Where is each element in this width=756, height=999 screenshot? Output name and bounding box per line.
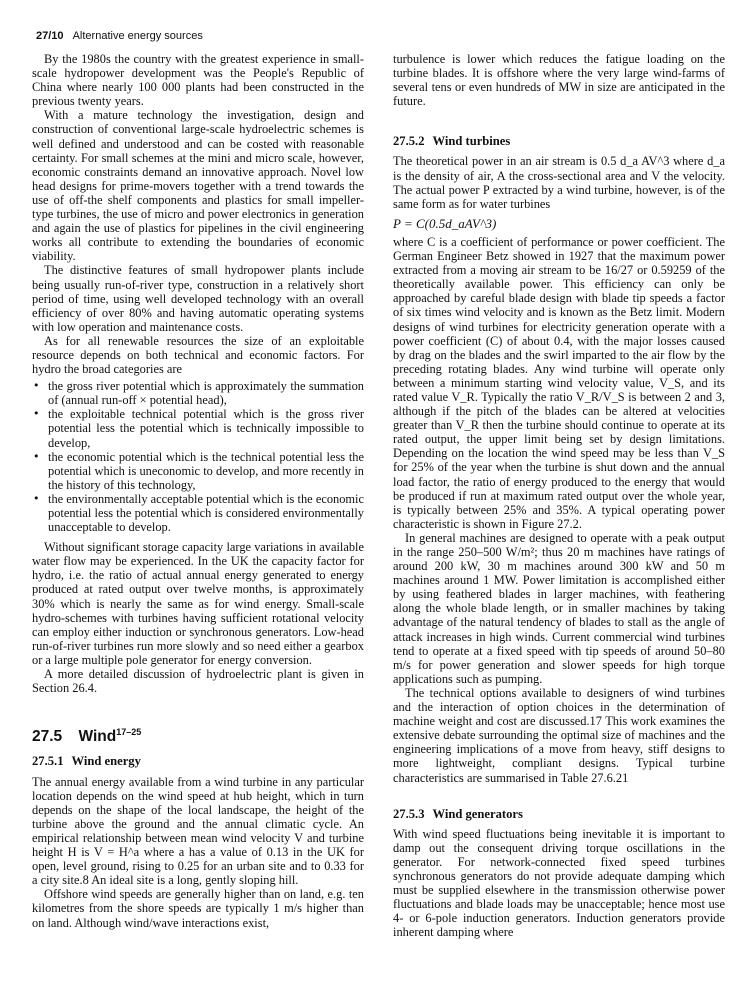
- paragraph: With wind speed fluctuations being inevitable it is important to damp out the consequent driving torque oscillations in the generator. For network-connected fixed speed turbines synchronous generators do not provide adequate damping which must be supplied elsewhere in the transmission otherwise power fluctuations and blade loads may be unacceptable; hence most use 4- or 6-pole induction generators. Induction generators provide inherent damping where: [393, 826, 725, 940]
- bullet-list: [32, 379, 364, 534]
- section-refs: 17–25: [116, 727, 142, 738]
- paragraph: Without significant storage capacity large variations in available water flow may be experienced. In the UK the capacity factor for hydro, i.e. the ratio of actual annual energy generated to energy produced at rated output over twelve months, is approximately 30% which is nearly the same as for wind energy. Small-scale hydro-schemes with turbines having sufficient rotational velocity can employ either induction or synchronous generators. Low-head run-of-river turbines run more slowly and so need either a gearbox or a large multiple pole generator for energy conversion.: [32, 540, 364, 667]
- subsection-title: Wind turbines: [432, 134, 511, 149]
- subsection-number: 27.5.1: [32, 754, 64, 769]
- subsection-heading: [393, 134, 725, 148]
- paragraph: The theoretical power in an air stream is 0.5 d_a AV^3 where d_a is the density of air, A the cross-sectional area and V the velocity. The actual power P extracted by a wind turbine, however, is of the same form as for water turbines: [393, 154, 725, 211]
- section-number: 27.5: [32, 728, 63, 746]
- paragraph: As for all renewable resources the size of an exploitable resource depends on both technical and economic factors. For hydro the broad categories are: [32, 333, 364, 377]
- subsection-heading: [32, 754, 364, 768]
- subsection-heading: [393, 807, 725, 821]
- paragraph: The technical options available to designers of wind turbines and the interaction of option choices in the determination of machine weight and cost are discussed.17 This work examines the extensive debate surrounding the optimal size of machines and the engineering implications of a move from heavy, stiff designs to more lightweight, compliant designs. Typical turbine characteristics are summarised in Table 27.6.21: [393, 685, 725, 785]
- section-title: Wind: [78, 728, 117, 746]
- paragraph: where C is a coefficient of performance or power coefficient. The German Engineer Betz showed in 1927 that the maximum power extracted from a moving air stream to be 16/27 or 0.59259 of the theoretically available power. This efficiency can only be approached by careful blade design with blade tip speeds a factor of six times wind velocity and is known as the Betz limit. Modern designs of wind turbines for electricity generation operate with a power coefficient (C) of about 0.4, with the major losses caused by drag on the blades and the swirl imparted to the air flow by the preceding rotating blades. Any wind turbine will operate only between a minimum starting wind velocity value, V_S, and its rated value V_R. Typically the ratio V_R/V_S is between 2 and 3, although if the pitch of the blades can be altered at velocities greater than V_R then the turbine should continue to operate at its rated output, the upper limit being set by design limitations. Depending on the location the wind speed may be less than V_S for 25% of the year when the turbine is shut down and the annual load factor, the ratio of energy produced to the energy that would be produced if run at maximum rated output over the whole year, is typically between 25% and 35%. A typical operating power characteristic is shown in Figure 27.2.: [393, 234, 725, 531]
- power-equation: P = C(0.5d_aAV^3): [393, 215, 497, 231]
- subsection-number: 27.5.2: [393, 134, 425, 149]
- page-number: 27/10: [36, 30, 64, 42]
- subsection-title: Wind generators: [432, 806, 523, 821]
- paragraph: In general machines are designed to operate with a peak output in the range 250–500 W/m²; thus 20 m machines have ratings of around 200 kW, 30 m machines around 300 kW and 50 m machines around 1 MW. Power limitation is accomplished either by using feathered blades in larger machines, with feathering along the whole blade length, or in smaller machines by taking advantage of the natural tendency of blades to stall as the angle of attack increases in high winds. Current commercial wind turbines tend to operate at a fixed speed with tip speeds of around 50–80 m/s for power generation and slower speeds for high torque applications such as pumping.: [393, 530, 725, 686]
- list-item: • the exploitable technical potential which is the gross river potential less the potential which is technically impossible to develop,: [32, 407, 364, 449]
- right-column: [393, 52, 725, 939]
- paragraph: By the 1980s the country with the greatest experience in small-scale hydropower development was the People's Republic of China where nearly 100 000 plants had been constructed in the previous twenty years.: [32, 52, 364, 109]
- paragraph: The distinctive features of small hydropower plants include being usually run-of-river type, construction in a relatively short period of time, using well developed technology with an overall efficiency of over 80% and having automatic operating systems with low operation and maintenance costs.: [32, 263, 364, 334]
- section-heading: [32, 725, 364, 744]
- subsection-title: Wind energy: [71, 754, 141, 769]
- paragraph: A more detailed discussion of hydroelectric plant is given in Section 26.4.: [32, 667, 364, 696]
- paragraph: The annual energy available from a wind turbine in any particular location depends on the wind speed at hub height, which in turn depends on the shape of the local landscape, the height of the turbine above the ground and the annual climatic cycle. An empirical relationship between mean wind velocity V and turbine height H is V = H^a where a has a value of 0.13 in the UK for open, level ground, rising to 0.25 for an urban site and to 0.33 for a city site.8 An ideal site is a long, gently sloping hill.: [32, 774, 364, 888]
- left-column: [32, 52, 364, 930]
- list-item: • the environmentally acceptable potential which is the economic potential less the potential which is considered environmentally unacceptable to develop.: [32, 492, 364, 534]
- paragraph: With a mature technology the investigation, design and construction of conventional large-scale hydroelectric schemes is well defined and understood and can be costed with reasonable certainty. For small schemes at the mini and micro scale, however, economic constraints demand an innovative approach. Novel low head designs for prime-movers together with a trend towards the use of off-the shelf components and plastics for small impeller-type turbines, the use of micro and power electronics in generation and again the use of plastics for pipelines in the civil engineering works all contribute to extending the boundaries of economic viability.: [32, 108, 364, 264]
- subsection-number: 27.5.3: [393, 806, 425, 821]
- paragraph: Offshore wind speeds are generally higher than on land, e.g. ten kilometres from the shore speeds are typically 1 m/s higher than on land. Although wind/wave interactions exist,: [32, 887, 364, 930]
- paragraph: turbulence is lower which reduces the fatigue loading on the turbine blades. It is offshore where the very large wind-farms of several tens or even hundreds of MW in size are anticipated in the future.: [393, 52, 725, 109]
- list-item: • the economic potential which is the technical potential less the potential which is uneconomic to develop, and more recently in the history of this technology,: [32, 450, 364, 492]
- running-header: [36, 30, 203, 42]
- running-title: Alternative energy sources: [72, 30, 203, 42]
- list-item: • the gross river potential which is approximately the summation of (annual run-off × potential head),: [32, 379, 364, 407]
